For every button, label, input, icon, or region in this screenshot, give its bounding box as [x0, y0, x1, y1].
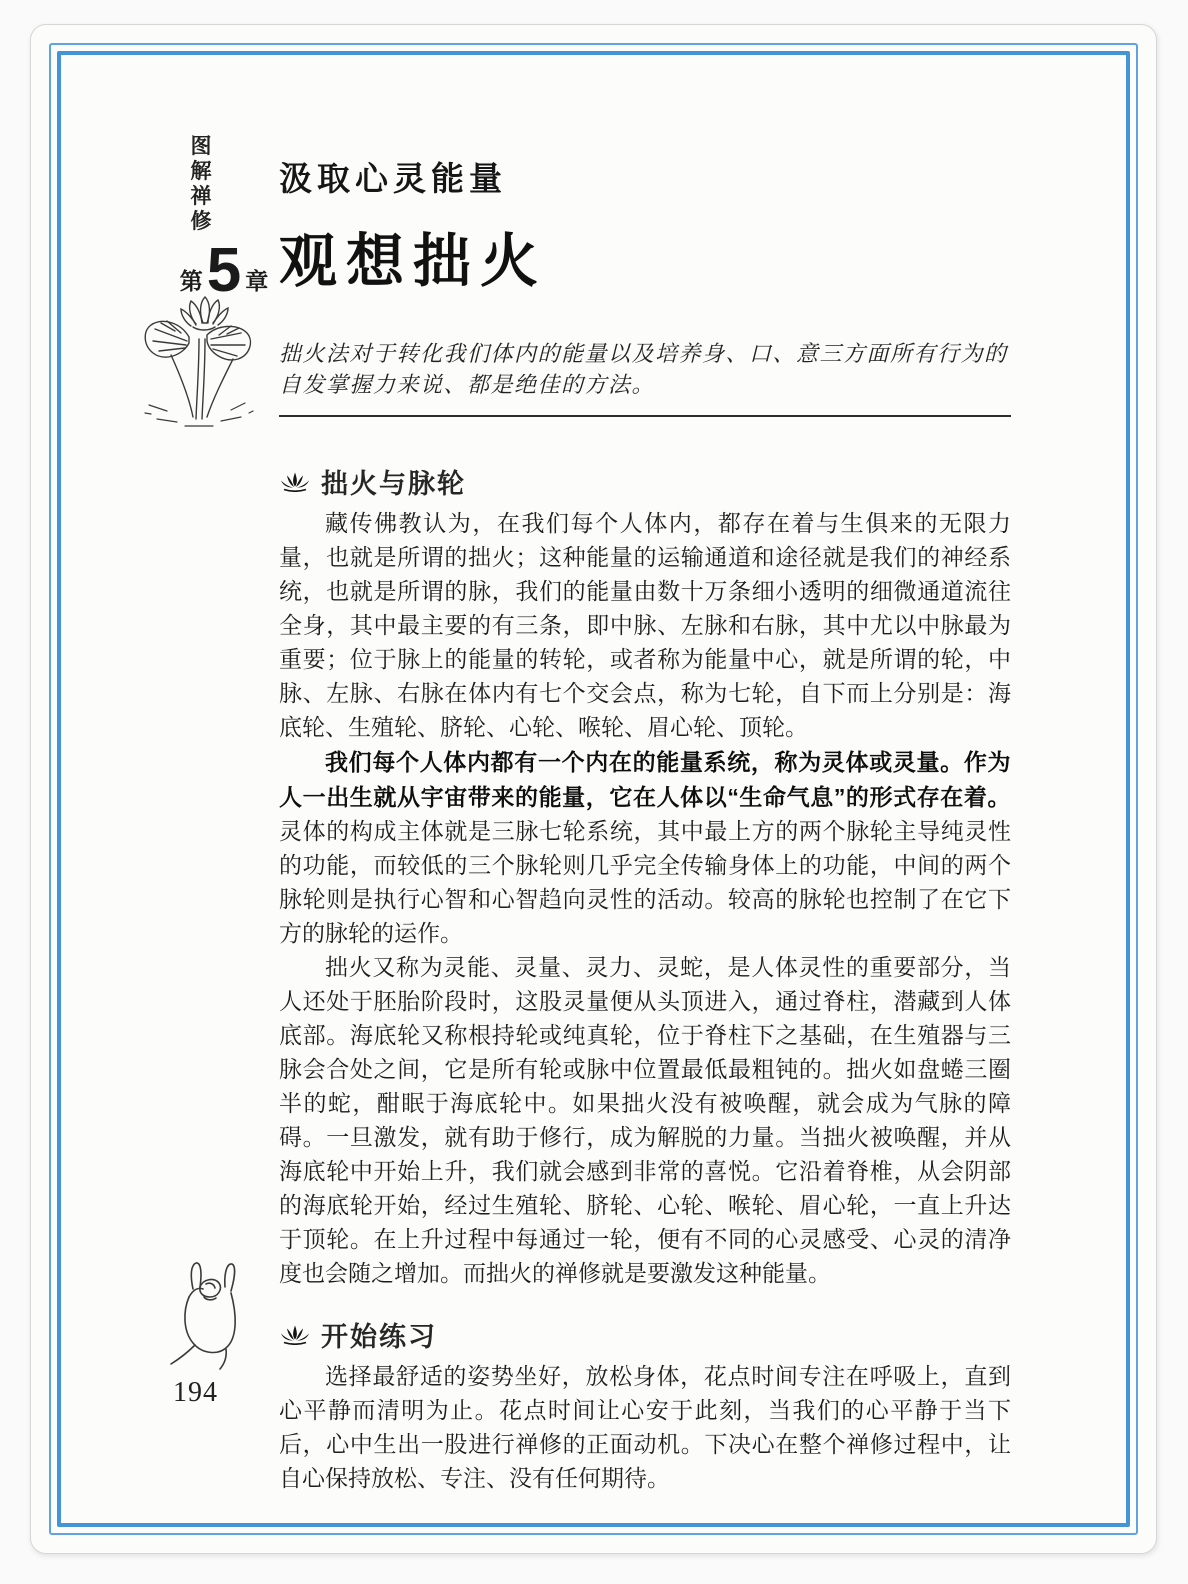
paragraph [279, 745, 1011, 951]
chapter-number: 5 [206, 236, 242, 306]
lotus-bullet-icon [279, 471, 311, 492]
series-char: 修 [190, 210, 212, 233]
lotus-leaf-right [207, 326, 250, 360]
page-number: 194 [173, 1377, 218, 1408]
divider-rule [279, 415, 1011, 417]
series-char: 解 [190, 160, 212, 183]
lotus-flower-illustration [141, 293, 257, 431]
book-page [30, 24, 1157, 1554]
section-heading-start-practice [279, 1315, 1011, 1354]
page-title: 观想拙火 [279, 229, 548, 294]
section-heading-tummo-chakras [279, 462, 1011, 501]
series-char: 禅 [190, 185, 212, 208]
paragraph-continuation: 灵体的构成主体就是三脉七轮系统，其中最上方的两个脉轮主导纯灵性的功能，而较低的三个脉轮则几乎完全传输身体上的功能，中间的两个脉轮则是执行心智和心智趋向灵性的活动。较高的脉轮也控制了在它下方的脉轮的运作。 [279, 819, 1011, 946]
chapter-suffix: 章 [245, 268, 269, 294]
section-heading-text: 开始练习 [321, 1322, 437, 1352]
section-heading-text: 拙火与脉轮 [321, 469, 466, 499]
lotus-leaf-left [145, 321, 189, 357]
paragraph: 拙火又称为灵能、灵量、灵力、灵蛇，是人体灵性的重要部分，当人还处于胚胎阶段时，这股灵量便从头顶进入，通过脊柱，潜藏到人体底部。海底轮又称根持轮或纯真轮，位于脊柱下之基础，在生殖器与三脉会合处之间，它是所有轮或脉中位置最低最粗钝的。拙火如盘蜷三圈半的蛇，酣眠于海底轮中。如果拙火没有被唤醒，就会成为气脉的障碍。一旦激发，就有助于修行，成为解脱的力量。当拙火被唤醒，并从海底轮中开始上升，我们就会感到非常的喜悦。它沿着脊椎，从会阴部的海底轮开始，经过生殖轮、脐轮、心轮、喉轮、眉心轮，一直上升达于顶轮。在上升过程中每通过一轮，便有不同的心灵感受、心灵的清净度也会随之增加。而拙火的禅修就是要激发这种能量。 [279, 955, 1011, 1286]
chapter-kicker: 汲取心灵能量 [279, 160, 507, 197]
chapter-intro: 拙火法对于转化我们体内的能量以及培养身、口、意三方面所有行为的自发掌握力来说、都是绝佳的方法。 [279, 341, 1008, 397]
hand-mudra-illustration [169, 1253, 253, 1371]
series-char: 图 [190, 135, 212, 158]
lotus-stems [171, 339, 233, 419]
chapter-prefix: 第 [179, 268, 203, 294]
lotus-bullet-icon [279, 1324, 311, 1345]
chapter-label [157, 236, 291, 306]
bold-lead-text: 我们每个人体内都有一个内在的能量系统，称为灵体或灵量。作为人一出生就从宇宙带来的能量，它在人体以“生命气息”的形式存在着。 [279, 749, 1011, 810]
paragraph: 选择最舒适的姿势坐好，放松身体，花点时间专注在呼吸上，直到心平静而清明为止。花点时间让心安于此刻，当我们的心平静于当下后，心中生出一股进行禅修的正面动机。下决心在整个禅修过程中，让自心保持放松、专注、没有任何期待。 [279, 1364, 1011, 1491]
ground-strokes [145, 403, 253, 426]
main-text-column [279, 153, 1011, 1496]
paragraph: 藏传佛教认为，在我们每个人体内，都存在着与生俱来的无限力量，也就是所谓的拙火；这种能量的运输通道和途径就是我们的神经系统，也就是所谓的脉，我们的能量由数十万条细小透明的细微通道流往全身，其中最主要的有三条，即中脉、左脉和右脉，其中尤以中脉最为重要；位于脉上的能量的转轮，或者称为能量中心，就是所谓的轮，中脉、左脉、右脉在体内有七个交会点，称为七轮，自下而上分别是：海底轮、生殖轮、脐轮、心轮、喉轮、眉心轮、顶轮。 [279, 511, 1011, 740]
lotus-blossom [181, 297, 228, 330]
series-title-vertical [188, 134, 214, 234]
